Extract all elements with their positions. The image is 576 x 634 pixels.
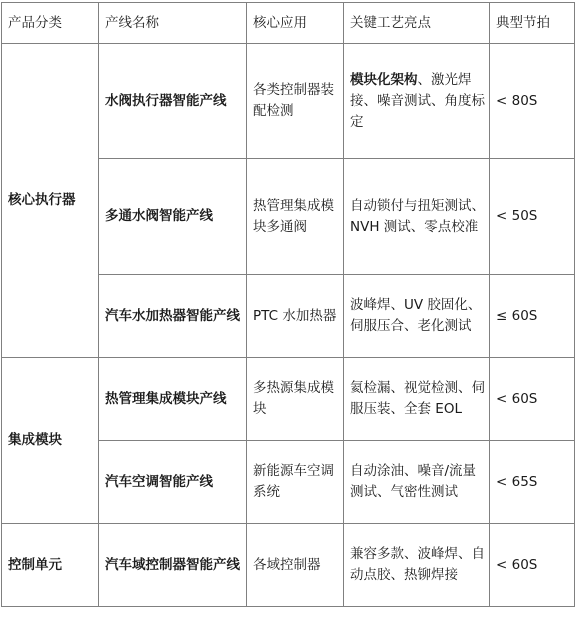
cycle-cell: < 80S: [490, 44, 575, 159]
cycle-cell: < 60S: [490, 358, 575, 441]
category-cell: 核心执行器: [2, 44, 99, 358]
cycle-cell: ≤ 60S: [490, 275, 575, 358]
application-cell: 各域控制器: [247, 524, 344, 607]
header-line-name: 产线名称: [99, 3, 247, 44]
table-row: [2, 524, 575, 607]
process-highlight: 模块化架构: [350, 71, 418, 88]
line-name-cell: 水阀执行器智能产线: [99, 44, 247, 159]
header-key-process: 关键工艺亮点: [344, 3, 490, 44]
application-cell: 新能源车空调系统: [247, 441, 344, 524]
process-cell: [344, 44, 490, 159]
process-cell: [344, 358, 490, 441]
cycle-cell: < 60S: [490, 524, 575, 607]
process-text: 自动涂油、噪音/流量测试、气密性测试: [350, 463, 477, 500]
process-cell: [344, 159, 490, 275]
cycle-cell: < 65S: [490, 441, 575, 524]
process-cell: [344, 275, 490, 358]
category-cell: 控制单元: [2, 524, 99, 607]
table-header-row: [2, 3, 575, 44]
process-text: 兼容多款、波峰焊、自动点胶、热铆焊接: [350, 546, 485, 583]
table-row: [2, 358, 575, 441]
application-cell: PTC 水加热器: [247, 275, 344, 358]
header-cycle-time: 典型节拍: [490, 3, 575, 44]
process-cell: [344, 441, 490, 524]
line-name-cell: 汽车水加热器智能产线: [99, 275, 247, 358]
process-text: 波峰焊、UV 胶固化、伺服压合、老化测试: [350, 297, 482, 334]
table-row: [2, 44, 575, 159]
header-category: 产品分类: [2, 3, 99, 44]
application-cell: 各类控制器装配检测: [247, 44, 344, 159]
application-cell: 热管理集成模块多通阀: [247, 159, 344, 275]
line-name-cell: 热管理集成模块产线: [99, 358, 247, 441]
category-cell: 集成模块: [2, 358, 99, 524]
header-core-application: 核心应用: [247, 3, 344, 44]
line-name-cell: 多通水阀智能产线: [99, 159, 247, 275]
application-cell: 多热源集成模块: [247, 358, 344, 441]
cycle-cell: < 50S: [490, 159, 575, 275]
line-name-cell: 汽车空调智能产线: [99, 441, 247, 524]
process-text: 氦检漏、视觉检测、伺服压装、全套 EOL: [350, 380, 485, 417]
process-cell: [344, 524, 490, 607]
process-text: 、激光焊接、噪音测试、角度标定: [350, 71, 485, 130]
process-text: 自动锁付与扭矩测试、NVH 测试、零点校准: [350, 197, 485, 235]
line-name-cell: 汽车域控制器智能产线: [99, 524, 247, 607]
production-line-table: [1, 2, 575, 607]
